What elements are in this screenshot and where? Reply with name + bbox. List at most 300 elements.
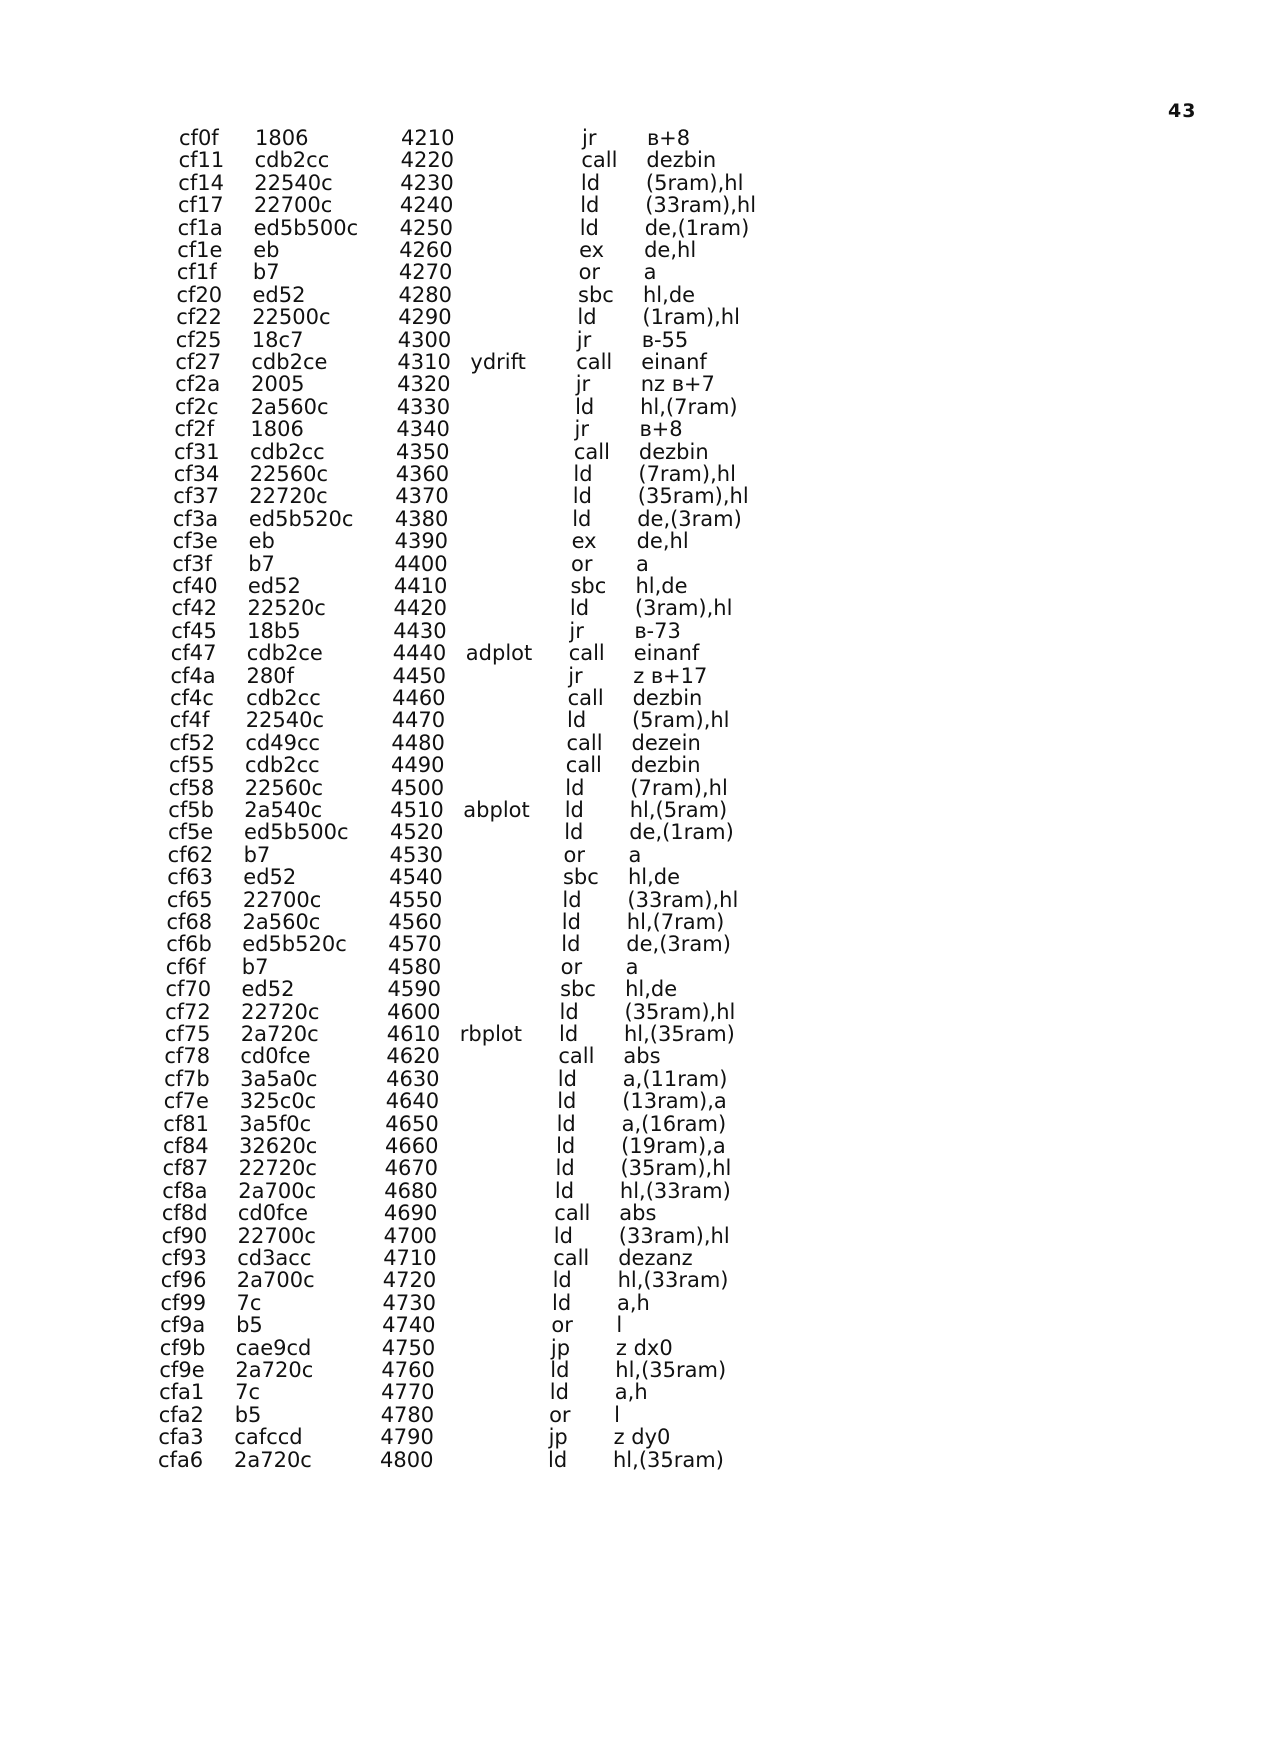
- mnemonic: call: [576, 350, 613, 374]
- line-number: 4590: [387, 977, 441, 1002]
- machine-code: 2a540c: [244, 798, 323, 822]
- mnemonic: call: [553, 1246, 590, 1270]
- mnemonic: ld: [580, 193, 600, 218]
- operand: dezbin: [638, 439, 709, 464]
- mnemonic: call: [566, 730, 603, 755]
- address: cf3e: [172, 529, 218, 554]
- listing-row: [169, 776, 1276, 801]
- listing-row: [159, 1358, 1276, 1383]
- listing-row: [178, 193, 1276, 218]
- address: cf81: [163, 1111, 209, 1136]
- operand: hl,de: [635, 574, 688, 598]
- machine-code: ed52: [247, 574, 301, 598]
- mnemonic: sbc: [562, 865, 599, 890]
- operand: de,(3ram): [626, 932, 731, 957]
- machine-code: cafccd: [234, 1425, 303, 1450]
- operand: (13ram),a: [622, 1089, 727, 1114]
- address: cf6b: [166, 932, 212, 957]
- line-number: 4310: [397, 350, 451, 374]
- machine-code: cae9cd: [235, 1335, 312, 1360]
- operand: dezbin: [646, 148, 717, 173]
- operand: hl,de: [627, 865, 681, 890]
- machine-code: cdb2ce: [246, 641, 323, 666]
- machine-code: cd0fce: [240, 1044, 311, 1069]
- listing-row: [176, 305, 1276, 330]
- machine-code: b7: [241, 954, 269, 979]
- listing-row: [164, 1044, 1276, 1069]
- mnemonic: ld: [580, 170, 601, 195]
- machine-code: 22720c: [238, 1156, 317, 1181]
- listing-row: [176, 328, 1276, 353]
- listing-row: [168, 798, 1276, 823]
- operand: hl,(35ram): [615, 1358, 727, 1382]
- address: cf1e: [177, 238, 223, 262]
- listing-row: [177, 238, 1276, 263]
- mnemonic: ld: [565, 775, 585, 800]
- machine-code: 18c7: [251, 327, 304, 352]
- listing-row: [165, 1000, 1276, 1025]
- mnemonic: call: [581, 148, 618, 173]
- machine-code: 22720c: [249, 484, 328, 509]
- machine-code: 2a560c: [242, 910, 321, 934]
- line-number: 4270: [398, 260, 453, 285]
- listing-row: [167, 865, 1276, 890]
- line-number: 4670: [384, 1156, 439, 1181]
- listing-row: [171, 619, 1276, 644]
- operand: (1ram),hl: [642, 305, 740, 330]
- address: cf45: [171, 618, 217, 643]
- mnemonic: jr: [575, 372, 591, 397]
- line-number: 4740: [382, 1313, 436, 1338]
- line-number: 4380: [394, 506, 449, 531]
- line-number: 4510: [390, 798, 444, 822]
- line-number: 4440: [392, 641, 447, 666]
- operand: hl,de: [625, 977, 678, 1002]
- machine-code: 3a5f0c: [239, 1111, 312, 1136]
- address: cf8d: [161, 1201, 208, 1226]
- address: cf2f: [174, 417, 215, 442]
- address: cf7b: [164, 1066, 210, 1091]
- line-number: 4800: [380, 1447, 434, 1472]
- operand: einanf: [633, 641, 700, 666]
- mnemonic: ld: [569, 596, 590, 621]
- machine-code: 22500c: [252, 305, 331, 330]
- mnemonic: ld: [552, 1268, 572, 1293]
- mnemonic: ld: [579, 215, 599, 240]
- machine-code: b5: [234, 1402, 262, 1427]
- address: cf65: [166, 887, 213, 912]
- listing-row: [179, 148, 1276, 173]
- machine-code: 2a560c: [250, 394, 329, 419]
- listing-row: [178, 171, 1276, 196]
- mnemonic: ld: [548, 1447, 568, 1472]
- line-number: 4540: [389, 865, 443, 890]
- listing-row: [162, 1201, 1276, 1226]
- listing-row: [164, 1089, 1276, 1114]
- machine-code: 22720c: [241, 999, 320, 1024]
- operand: hl,(7ram): [626, 910, 725, 934]
- listing-row: [173, 484, 1276, 509]
- machine-code: cd0fce: [237, 1201, 308, 1226]
- listing-row: [170, 708, 1276, 733]
- mnemonic: jp: [550, 1335, 571, 1360]
- line-number: 4490: [391, 753, 445, 778]
- address: cf96: [160, 1268, 207, 1293]
- machine-code: ed5b500c: [253, 215, 359, 240]
- address: cf4a: [170, 663, 216, 688]
- mnemonic: call: [554, 1201, 591, 1226]
- listing-row: [169, 731, 1276, 756]
- machine-code: b7: [248, 551, 275, 576]
- mnemonic: ld: [552, 1290, 572, 1315]
- address: cf3f: [172, 551, 212, 576]
- line-number: 4570: [388, 932, 442, 957]
- machine-code: 22540c: [245, 708, 325, 733]
- listing-row: [177, 283, 1276, 308]
- line-number: 4760: [381, 1358, 435, 1382]
- mnemonic: ld: [553, 1223, 573, 1248]
- listing-row: [172, 574, 1276, 599]
- address: cfa2: [158, 1402, 204, 1427]
- machine-code: 2a700c: [236, 1268, 315, 1293]
- line-number: 4390: [394, 529, 449, 554]
- operand: (3ram),hl: [634, 596, 733, 621]
- machine-code: cdb2cc: [246, 686, 321, 710]
- line-number: 4500: [390, 775, 445, 800]
- address: cf62: [167, 842, 214, 867]
- listing-row: [166, 955, 1276, 980]
- listing-row: [174, 462, 1276, 487]
- listing-row: [162, 1179, 1276, 1204]
- mnemonic: ld: [572, 506, 592, 531]
- machine-code: 22700c: [237, 1223, 316, 1248]
- operand: a,h: [614, 1380, 648, 1405]
- line-number: 4400: [394, 551, 448, 576]
- address: cf3a: [172, 506, 219, 531]
- operand: (5ram),hl: [645, 170, 744, 195]
- line-number: 4710: [383, 1246, 437, 1270]
- machine-code: ed52: [241, 977, 295, 1002]
- address: cf99: [160, 1290, 207, 1315]
- line-number: 4600: [387, 999, 441, 1024]
- line-number: 4470: [391, 708, 446, 733]
- mnemonic: jr: [582, 126, 597, 150]
- line-number: 4370: [395, 484, 449, 509]
- line-number: 4240: [399, 193, 454, 218]
- operand: hl,(35ram): [623, 1022, 735, 1046]
- address: cf42: [171, 596, 218, 621]
- operand: dezein: [631, 730, 701, 755]
- address: cf9e: [159, 1358, 205, 1382]
- line-number: 4280: [398, 282, 452, 307]
- line-number: 4780: [380, 1402, 435, 1427]
- machine-code: 325c0c: [239, 1089, 317, 1114]
- mnemonic: call: [568, 641, 605, 666]
- mnemonic: ld: [550, 1358, 570, 1382]
- line-number: 4460: [392, 686, 446, 710]
- operand: dezanz: [618, 1246, 693, 1270]
- mnemonic: ld: [564, 820, 584, 845]
- address: cf68: [166, 910, 213, 934]
- mnemonic: or: [549, 1402, 571, 1427]
- listing-row: [175, 395, 1276, 420]
- listing-row: [169, 753, 1276, 778]
- machine-code: b7: [243, 842, 271, 867]
- machine-code: 32620c: [239, 1134, 318, 1158]
- operand: ʙ+8: [647, 126, 691, 150]
- line-number: 4290: [398, 305, 452, 330]
- operand: de,hl: [644, 238, 697, 262]
- mnemonic: or: [570, 551, 593, 576]
- listing-row: [171, 664, 1276, 689]
- mnemonic: ld: [559, 999, 579, 1024]
- machine-code: b7: [252, 260, 280, 285]
- operand: de,(1ram): [629, 820, 734, 845]
- line-number: 4700: [383, 1223, 438, 1248]
- label: abplot: [463, 798, 530, 822]
- address: cf87: [162, 1156, 209, 1181]
- listing-row: [167, 910, 1276, 935]
- mnemonic: ld: [572, 484, 592, 509]
- operand: einanf: [641, 350, 707, 374]
- operand: (19ram),a: [621, 1134, 726, 1158]
- line-number: 4250: [399, 215, 454, 240]
- mnemonic: ld: [577, 305, 597, 330]
- address: cf5b: [168, 798, 214, 822]
- machine-code: 22540c: [254, 170, 333, 195]
- listing-row: [172, 552, 1276, 577]
- operand: (7ram),hl: [638, 462, 736, 486]
- machine-code: eb: [253, 238, 280, 262]
- line-number: 4430: [393, 618, 447, 643]
- address: cfa3: [158, 1425, 204, 1450]
- address: cf4f: [169, 708, 210, 733]
- mnemonic: ld: [555, 1156, 575, 1181]
- listing-row: [175, 350, 1276, 375]
- address: cf52: [169, 730, 216, 755]
- listing-row: [178, 216, 1276, 241]
- mnemonic: ld: [561, 932, 581, 957]
- listing-row: [159, 1380, 1276, 1405]
- address: cf5e: [168, 820, 214, 845]
- line-number: 4620: [386, 1044, 440, 1069]
- address: cf22: [176, 305, 222, 330]
- label: ydrift: [470, 350, 526, 374]
- line-number: 4610: [386, 1022, 441, 1046]
- machine-code: ed5b520c: [242, 932, 347, 957]
- mnemonic: ex: [571, 529, 597, 554]
- operand: ʙ+8: [639, 417, 683, 442]
- line-number: 4790: [380, 1425, 434, 1450]
- line-number: 4360: [395, 462, 450, 486]
- address: cf6f: [165, 954, 206, 979]
- mnemonic: or: [551, 1313, 573, 1338]
- line-number: 4660: [385, 1134, 439, 1158]
- operand: l: [616, 1313, 623, 1338]
- mnemonic: sbc: [570, 574, 607, 598]
- listing-row: [158, 1425, 1276, 1450]
- operand: de,hl: [636, 529, 689, 554]
- line-number: 4220: [400, 148, 455, 173]
- address: cf1f: [176, 260, 217, 285]
- machine-code: 2005: [251, 372, 305, 397]
- mnemonic: jr: [568, 663, 583, 688]
- mnemonic: call: [567, 686, 604, 710]
- machine-code: 22560c: [244, 775, 324, 800]
- mnemonic: ld: [562, 887, 582, 912]
- operand: (35ram),hl: [624, 999, 736, 1024]
- line-number: 4420: [393, 596, 447, 621]
- mnemonic: call: [558, 1044, 595, 1069]
- listing-row: [166, 977, 1276, 1002]
- machine-code: cdb2cc: [245, 753, 320, 778]
- operand: a,h: [617, 1290, 650, 1315]
- address: cf0f: [179, 126, 219, 150]
- operand: de,(3ram): [637, 506, 742, 531]
- line-number: 4630: [386, 1066, 440, 1091]
- mnemonic: ld: [549, 1380, 569, 1405]
- operand: (5ram),hl: [631, 708, 730, 733]
- mnemonic: or: [578, 260, 601, 285]
- listing-row: [174, 440, 1276, 465]
- listing-row: [167, 888, 1276, 913]
- address: cf25: [175, 327, 222, 352]
- line-number: 4410: [393, 574, 448, 598]
- address: cf4c: [170, 686, 214, 710]
- operand: a: [625, 954, 639, 979]
- line-number: 4260: [399, 238, 453, 262]
- mnemonic: jp: [548, 1425, 568, 1450]
- address: cf63: [167, 865, 213, 890]
- line-number: 4680: [384, 1178, 438, 1203]
- machine-code: cdb2ce: [251, 350, 328, 374]
- line-number: 4730: [382, 1290, 436, 1315]
- line-number: 4340: [396, 417, 450, 442]
- listing-row: [168, 820, 1276, 845]
- listing-row: [161, 1291, 1276, 1316]
- operand: hl,(33ram): [617, 1268, 729, 1293]
- machine-code: 7c: [236, 1290, 262, 1315]
- line-number: 4550: [388, 887, 443, 912]
- operand: nz ʙ+7: [640, 372, 715, 397]
- mnemonic: ld: [561, 910, 581, 934]
- label: rbplot: [459, 1022, 523, 1046]
- operand: (33ram),hl: [618, 1223, 730, 1248]
- listing-row: [164, 1067, 1276, 1092]
- operand: hl,de: [643, 282, 696, 307]
- machine-code: 18b5: [247, 618, 301, 643]
- mnemonic: ld: [558, 1022, 579, 1046]
- operand: abs: [623, 1044, 661, 1069]
- operand: hl,(33ram): [619, 1178, 731, 1203]
- machine-code: 22520c: [247, 596, 326, 621]
- line-number: 4320: [397, 372, 451, 397]
- listing-row: [163, 1112, 1276, 1137]
- line-number: 4690: [383, 1201, 438, 1226]
- listing-row: [160, 1336, 1276, 1361]
- address: cf9a: [160, 1313, 206, 1338]
- line-number: 4300: [397, 327, 452, 352]
- label: adplot: [465, 641, 533, 666]
- machine-code: 22700c: [242, 887, 322, 912]
- address: cf40: [171, 574, 218, 598]
- address: cf9b: [159, 1335, 206, 1360]
- line-number: 4580: [387, 954, 442, 979]
- mnemonic: ld: [557, 1089, 577, 1114]
- address: cf72: [165, 999, 211, 1024]
- line-number: 4650: [385, 1111, 439, 1136]
- listing-row: [161, 1268, 1276, 1293]
- mnemonic: ld: [556, 1111, 576, 1136]
- address: cf70: [165, 977, 212, 1002]
- operand: z dx0: [615, 1335, 673, 1360]
- address: cf31: [174, 439, 220, 464]
- operand: hl,(7ram): [640, 394, 738, 419]
- machine-code: ed5b520c: [248, 506, 354, 531]
- operand: (35ram),hl: [637, 484, 749, 509]
- machine-code: 1806: [250, 417, 304, 442]
- listing-row: [163, 1134, 1276, 1159]
- machine-code: 2a720c: [235, 1358, 314, 1382]
- address: cf55: [169, 753, 215, 778]
- listing-row: [174, 417, 1276, 442]
- machine-code: 3a5a0c: [240, 1066, 318, 1091]
- operand: hl,(35ram): [613, 1447, 724, 1472]
- address: cf8a: [162, 1178, 208, 1203]
- mnemonic: sbc: [578, 282, 614, 307]
- address: cf75: [164, 1022, 211, 1046]
- line-number: 4350: [396, 439, 450, 464]
- address: cf14: [178, 170, 224, 195]
- address: cfa1: [159, 1380, 205, 1405]
- operand: (35ram),hl: [620, 1156, 732, 1181]
- machine-code: 2a700c: [238, 1178, 317, 1203]
- address: cf84: [163, 1134, 209, 1158]
- machine-code: b5: [236, 1313, 263, 1338]
- mnemonic: call: [565, 753, 602, 778]
- machine-code: 7c: [235, 1380, 261, 1405]
- address: cf7e: [163, 1089, 209, 1114]
- listing-row: [163, 1156, 1276, 1181]
- machine-code: ed52: [252, 282, 306, 307]
- line-number: 4640: [385, 1089, 440, 1114]
- mnemonic: jr: [574, 417, 589, 442]
- listing-row: [173, 507, 1276, 532]
- address: cfa6: [158, 1447, 204, 1472]
- mnemonic: ld: [564, 798, 584, 822]
- mnemonic: ld: [554, 1178, 575, 1203]
- address: cf34: [173, 462, 220, 486]
- operand: abs: [619, 1201, 657, 1226]
- address: cf90: [161, 1223, 208, 1248]
- listing-row: [172, 596, 1276, 621]
- listing-row: [175, 372, 1276, 397]
- mnemonic: ld: [557, 1066, 577, 1091]
- machine-code: 280f: [246, 663, 294, 688]
- machine-code: 2a720c: [234, 1447, 312, 1472]
- operand: a: [635, 551, 649, 576]
- line-number: 4530: [389, 842, 444, 867]
- mnemonic: or: [560, 954, 583, 979]
- listing-row: [159, 1403, 1276, 1428]
- line-number: 4750: [381, 1335, 436, 1360]
- mnemonic: jr: [569, 618, 584, 643]
- operand: dezbin: [630, 753, 701, 778]
- address: cf2a: [175, 372, 221, 397]
- mnemonic: ld: [566, 708, 587, 733]
- mnemonic: ld: [575, 394, 595, 419]
- machine-code: eb: [248, 529, 275, 554]
